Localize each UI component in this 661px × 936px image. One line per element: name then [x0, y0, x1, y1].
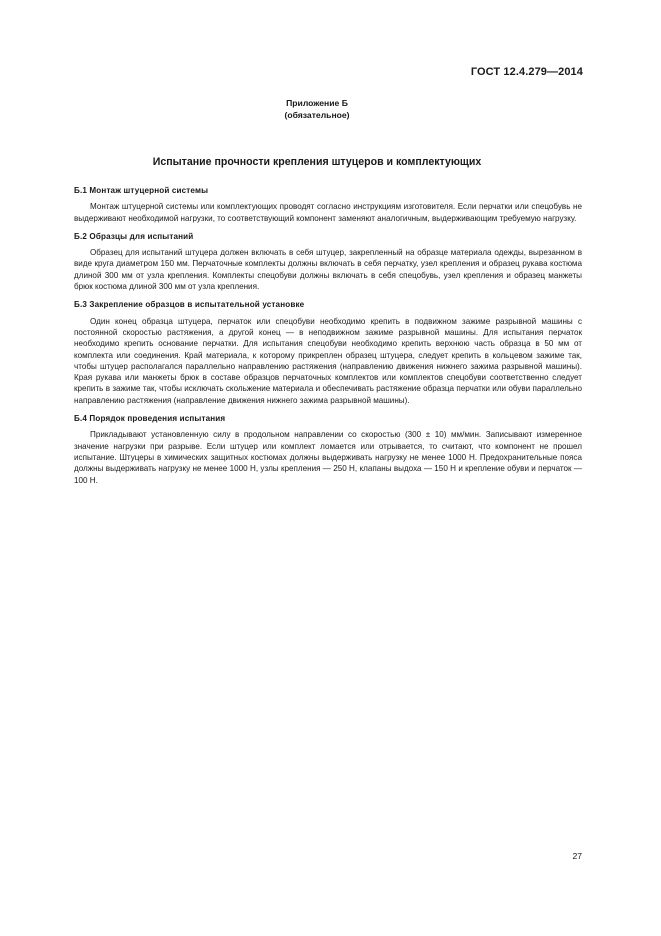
section-paragraph: Один конец образца штуцера, перчаток или спецобуви необходимо крепить в подвижном зажиме разрывной машины с постоянной скоростью растяжения, а другой конец — в неподвижном зажиме разрывной машины. Для испытания перчаток необходимо крепить основание перчатки. Для испытания спецобуви необходимо крепить верхнюю часть образца в 50 мм от комплекта или соединения. Край материала, к которому прикреплен образец штуцера, следует крепить в кольцевом зажиме так, чтобы штуцер располагался параллельно направлению растяжения (направлению движения нижнего зажима разрывной машины). Края рукава или манжеты брюк в составе образцов перчаточных комплектов или комплектов спецобуви соответственно следует крепить в зажиме так, чтобы исключать скольжение материала и обеспечивать растяжение образца перчатки или обуви параллельно направлению растяжения (направление движения нижнего зажима разрывной машины).	[74, 316, 582, 405]
section-heading: Б.1 Монтаж штуцерной системы	[74, 186, 209, 195]
page-number: 27	[572, 851, 582, 861]
annex-title: Приложение Б	[286, 98, 348, 108]
document-body	[74, 185, 582, 493]
annex-heading	[0, 97, 634, 121]
section-b1	[74, 185, 582, 224]
section-heading: Б.2 Образцы для испытаний	[74, 231, 194, 241]
section-paragraph: Прикладывают установленную силу в продольном направлении со скоростью (300 ± 10) мм/мин. Записывают измеренное значение нагрузки при разрыве. Если штуцер или комплект ломается или отрывается, то считают, что компонент не прошел испытание. Штуцеры в химических защитных костюмах должны выдерживать нагрузку не менее 1000 Н. Предохранительные пояса должны выдерживать нагрузку не менее 1000 Н, узлы крепления — 250 Н, клапаны выдоха — 150 Н и крепление обуви и перчаток — 100 Н.	[74, 430, 582, 485]
section-b3	[74, 299, 582, 406]
annex-status: (обязательное)	[284, 110, 350, 120]
section-paragraph: Образец для испытаний штуцера должен включать в себя штуцер, закрепленный на образце материала одежды, вырезанном в виде круга диаметром 150 мм. Перчаточные комплекты должны включать в себя перчатку, узел крепления и образец рукава костюма длиной 300 мм от узла крепления. Комплекты спецобуви должны включать в себя спецобувь, узел крепления и образец манжеты брюк костюма длиной 300 мм от узла крепления.	[74, 248, 582, 292]
page-title: Испытание прочности крепления штуцеров и комплектующих	[152, 156, 482, 168]
document-code: ГОСТ 12.4.279—2014	[470, 66, 583, 78]
section-b2	[74, 231, 582, 292]
section-heading: Б.3 Закрепление образцов в испытательной установке	[74, 300, 305, 310]
section-b4	[74, 413, 582, 486]
section-heading: Б.4 Порядок проведения испытания	[74, 414, 226, 424]
section-paragraph: Монтаж штуцерной системы или комплектующих проводят согласно инструкциям изготовителя. Если перчатки или спецобувь не выдерживают необходимой нагрузки, то соответствующий компонент заменяют аналогичным, выдерживающим требуемую нагрузку.	[74, 202, 582, 223]
